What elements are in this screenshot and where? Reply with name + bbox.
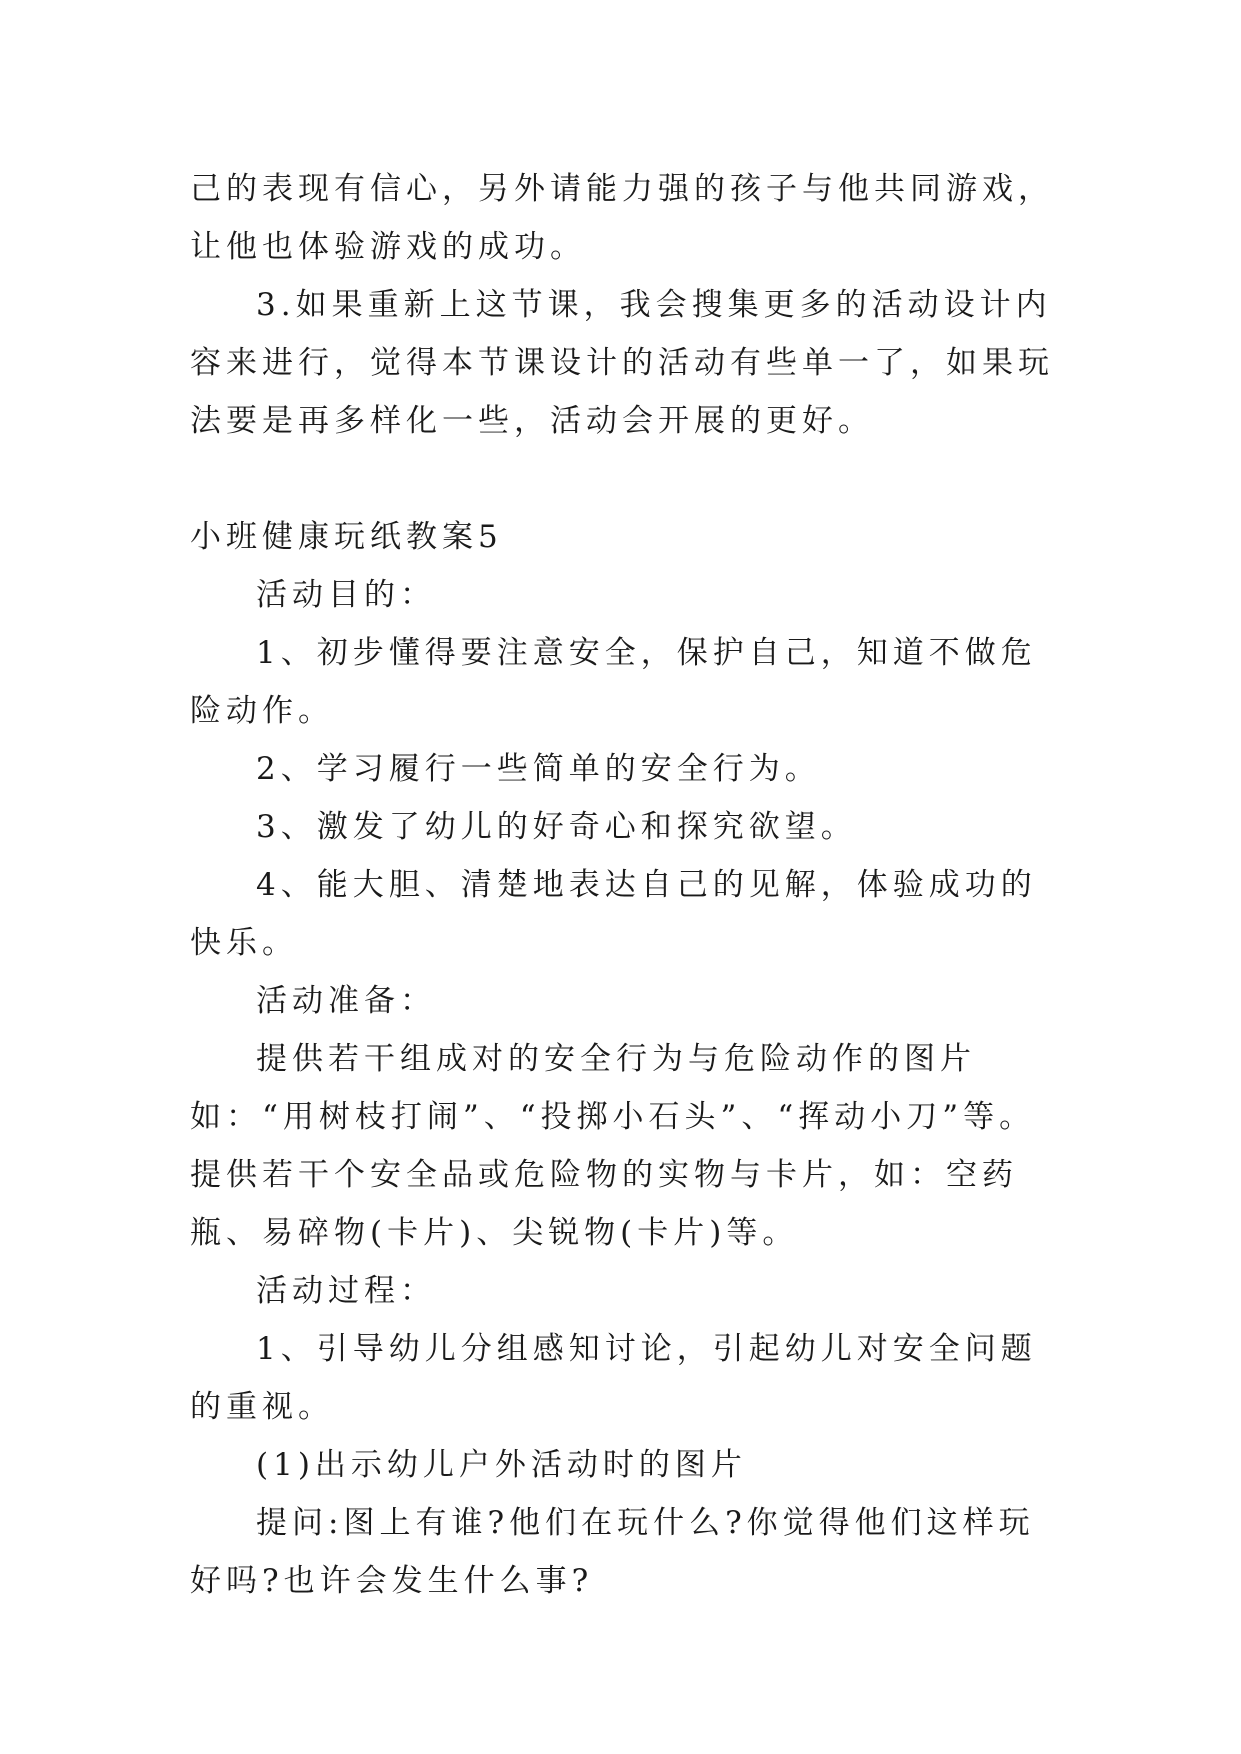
process-substep-1: (1)出示幼儿户外活动时的图片	[256, 1447, 747, 1483]
heading-activity-process: 活动过程：	[256, 1273, 436, 1309]
question-paragraph: 提问:图上有谁?他们在玩什么?你觉得他们这样玩好吗?也许会发生什么事?	[190, 1505, 1035, 1599]
goal-item-2: 2、学习履行一些简单的安全行为。	[256, 751, 821, 787]
paragraph-reflection-3: 3.如果重新上这节课，我会搜集更多的活动设计内容来进行，觉得本节课设计的活动有些单一了，如果玩法要是再多样化一些，活动会开展的更好。	[190, 287, 1054, 439]
document-body	[190, 160, 1060, 1610]
goal-item-3: 3、激发了幼儿的好奇心和探究欲望。	[256, 809, 857, 845]
preparation-paragraph: 提供若干组成对的安全行为与危险动作的图片如：“用树枝打闹”、“投掷小石头”、“挥动小刀”等。提供若干个安全品或危险物的实物与卡片，如：空药瓶、易碎物(卡片)、尖锐物(卡片)等。	[190, 1041, 1036, 1251]
goal-item-4: 4、能大胆、清楚地表达自己的见解，体验成功的快乐。	[190, 867, 1037, 961]
heading-activity-goals: 活动目的：	[256, 577, 436, 613]
heading-activity-preparation: 活动准备：	[256, 983, 436, 1019]
process-step-1: 1、引导幼儿分组感知讨论，引起幼儿对安全问题的重视。	[190, 1331, 1037, 1425]
section-title: 小班健康玩纸教案5	[190, 519, 503, 555]
paragraph-continuation: 己的表现有信心，另外请能力强的孩子与他共同游戏，让他也体验游戏的成功。	[190, 171, 1054, 265]
goal-item-1: 1、初步懂得要注意安全，保护自己，知道不做危险动作。	[190, 635, 1037, 729]
